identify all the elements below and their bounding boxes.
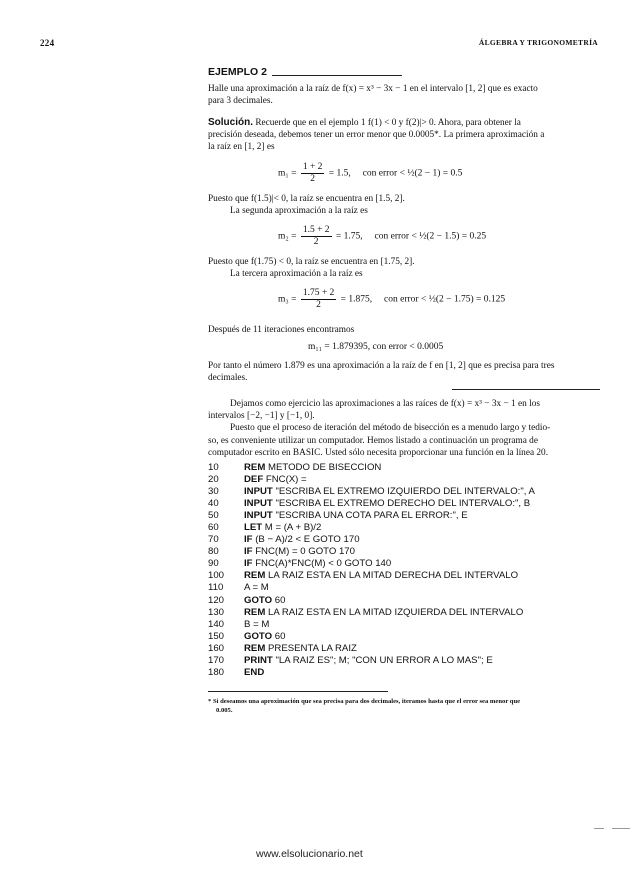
basic-keyword: REM [244,570,266,582]
end-example-rule [452,389,600,390]
basic-statement: FNC(M) = 0 GOTO 170 [252,546,355,558]
basic-statement: METODO DE BISECCION [265,462,382,473]
basic-keyword: IF [244,534,253,546]
program-line [208,643,535,655]
program-line [208,546,535,558]
footer-url[interactable]: www.elsolucionario.net [256,848,363,860]
margin-mark [612,828,630,829]
basic-statement: M = (A + B)/2 [262,522,322,534]
line-number: 30 [208,486,219,498]
basic-statement: FNC(A)*FNC(M) < 0 GOTO 140 [252,558,392,570]
margin-mark [594,828,604,829]
program-line [208,522,535,534]
basic-keyword: INPUT [244,498,273,510]
basic-keyword: DEF [244,474,264,486]
footnote: * Si deseamos una aproximación que sea precisa para dos decimales, iteramos hasta que el error sea menor que 0.005. [208,698,521,714]
basic-statement: LA RAIZ ESTA EN LA MITAD IZQUIERDA DEL INTERVALO [265,606,524,618]
program-line [208,582,535,594]
solution-line: la raíz en [1, 2] es [208,142,275,153]
line-number: 40 [208,498,219,510]
basic-keyword: IF [244,558,253,570]
basic-statement: PRESENTA LA RAIZ [265,642,357,654]
program-line [208,655,535,667]
statement-line: para 3 decimales. [208,96,273,107]
basic-statement: "LA RAIZ ES"; M; "CON UN ERROR A LO MAS"; E [272,654,493,666]
solution-label: Solución. [208,117,253,128]
line-number: 20 [208,474,219,486]
basic-keyword: REM [244,642,266,654]
solution-paragraph [208,117,600,154]
equation-m1: m₁ = $\frac{1 + 2}{2}$ = 1.5, con error < ½(2 − 1) = 0.5 [278,162,463,184]
line-number: 50 [208,510,219,522]
line-number: 110 [208,582,224,594]
program-line [208,534,535,546]
program-line [208,474,535,486]
program-line [208,462,535,474]
basic-keyword: REM [244,606,266,618]
line-number: 90 [208,558,219,570]
footnote-rule [208,691,388,692]
page-number: 224 [40,38,55,48]
program-line [208,510,535,522]
equation-m11: m₁₁ = 1.879395, con error < 0.0005 [308,342,444,352]
program-line [208,558,535,570]
program-line [208,486,535,498]
basic-statement: "ESCRIBA EL EXTREMO IZQUIERDO DEL INTERVALO:", A [272,486,535,498]
line-number: 60 [208,522,219,534]
basic-statement: B = M [244,618,270,630]
line-number: 180 [208,666,225,678]
basic-keyword: LET [244,522,263,534]
line-number: 80 [208,546,219,558]
program-line [208,607,535,619]
statement-line: Halle una aproximación a la raíz de f(x) = x³ − 3x − 1 en el intervalo [1, 2] que es exacto [208,84,538,94]
line-number: 10 [208,462,219,473]
program-line [208,595,535,607]
program-line [208,619,535,631]
program-line [208,667,535,679]
basic-statement: 60 [272,630,286,642]
basic-keyword: INPUT [244,510,273,522]
basic-keyword: PRINT [244,654,273,666]
paragraph-3: Puesto que f(1.75) < 0, la raíz se encuentra en [1.75, 2]. La tercera aproximación a la raíz es [208,257,415,280]
basic-program [208,462,535,679]
equation-m3: m₃ = $\frac{1.75 + 2}{2}$ = 1.875, con error < ½(2 − 1.75) = 0.125 [278,288,506,310]
line-number: 150 [208,630,225,642]
line-number: 140 [208,618,225,630]
example-heading: EJEMPLO 2 [208,66,267,78]
paragraph-4: Después de 11 iteraciones encontramos [208,325,355,335]
basic-keyword: INPUT [244,486,273,498]
basic-statement: FNC(X) = [263,474,307,486]
line-number: 170 [208,654,225,666]
program-line [208,631,535,643]
program-line [208,570,535,582]
basic-statement: (B − A)/2 < E GOTO 170 [252,534,360,546]
basic-statement: A = M [244,582,269,594]
equation-m2: m₂ = $\frac{1.5 + 2}{2}$ = 1.75, con error < ½(2 − 1.5) = 0.25 [278,225,487,247]
basic-statement: "ESCRIBA UNA COTA PARA EL ERROR:", E [272,510,468,522]
line-number: 100 [208,570,225,582]
basic-statement: LA RAIZ ESTA EN LA MITAD DERECHA DEL INTERVALO [265,570,519,582]
basic-keyword: REM [244,462,266,473]
paragraph-5: Por tanto el número 1.879 es una aproximación a la raíz de f en [1, 2] que es precisa para tres decimales. [208,361,555,384]
line-number: 160 [208,642,225,654]
basic-statement: 60 [272,594,286,606]
basic-statement: "ESCRIBA EL EXTREMO DERECHO DEL INTERVALO:", B [272,498,531,510]
basic-keyword: END [244,666,265,678]
line-number: 70 [208,534,219,546]
line-number: 130 [208,606,225,618]
basic-keyword: IF [244,546,253,558]
basic-keyword: GOTO [244,594,273,606]
paragraph-2: Puesto que f(1.5)|< 0, la raíz se encuentra en [1.5, 2]. La segunda aproximación a la raíz es [208,194,405,217]
heading-rule [272,75,402,76]
example-statement [208,83,600,107]
paragraph-6: Dejamos como ejercicio las aproximaciones a las raíces de f(x) = x³ − 3x − 1 en los intervalos [−2, −1] y [−1, 0]. Puesto que el proceso de iteración del método de bisección es a menudo largo y tedio- so, es conveniente utilizar un computador. Hemos listado a continuación un programa de computador escrito en BASIC. Usted sólo necesita proporcionar una función en la línea 20. [208,399,551,458]
running-title: ÁLGEBRA Y TRIGONOMETRÍA [478,38,598,47]
solution-line: precisión deseada, debemos tener un error menor que 0.0005*. La primera aproximación a [208,130,545,141]
basic-keyword: GOTO [244,630,273,642]
solution-line: Solución. Recuerde que en el ejemplo 1 f(1) < 0 y f(2)|> 0. Ahora, para obtener la [208,117,521,128]
line-number: 120 [208,594,225,606]
program-line [208,498,535,510]
